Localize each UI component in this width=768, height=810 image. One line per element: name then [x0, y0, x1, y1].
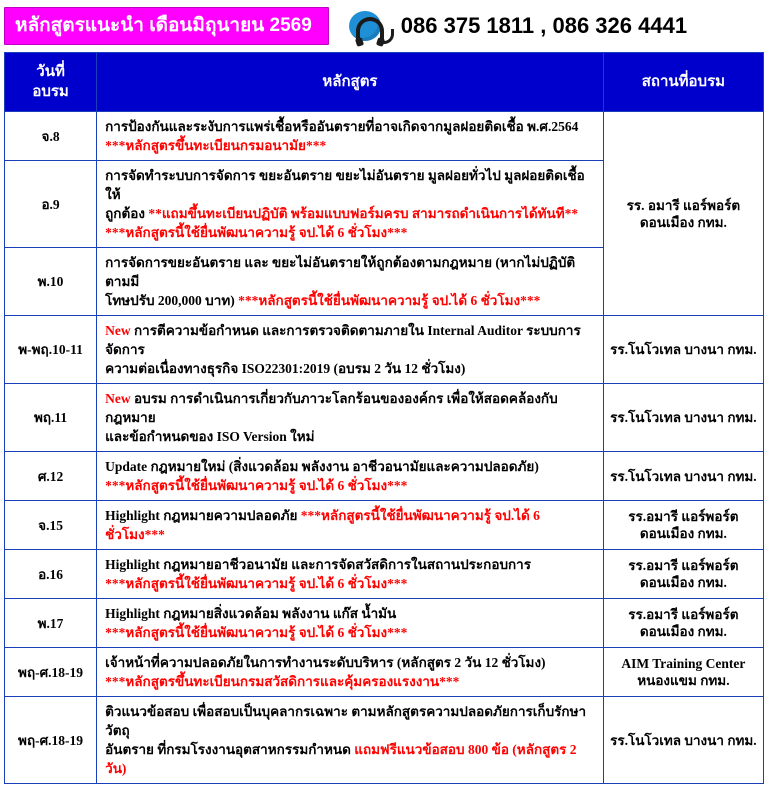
course-line: อันตราย ที่กรมโรงงานอุตสาหกรรมกำหนด แถมฟรีแนวข้อสอบ 800 ข้อ (หลักสูตร 2 วัน) [105, 742, 577, 776]
phone-numbers: 086 375 1811 , 086 326 4441 [400, 13, 688, 38]
course-line: ถูกต้อง **แถมขึ้นทะเบียนปฏิบัติ พร้อมแบบฟอร์มครบ สามารถดำเนินการได้ทันที** [105, 206, 579, 221]
cell-venue: AIM Training Center หนองแขม กทม. [603, 648, 763, 697]
course-line: Highlight กฎหมายสิ่งแวดล้อม พลังงาน แก๊ส น้ำมัน [105, 606, 397, 621]
cell-date: พฤ.11 [5, 384, 97, 452]
cell-course [97, 452, 604, 501]
course-line: Highlight กฎหมายความปลอดภัย ***หลักสูตรนี้ใช้ยื่นพัฒนาความรู้ จป.ได้ 6 ชั่วโมง*** [105, 508, 540, 542]
cell-date: พ.10 [5, 248, 97, 316]
course-line: Update กฎหมายใหม่ (สิ่งแวดล้อม พลังงาน อาชีวอนามัยและความปลอดภัย) [105, 459, 539, 474]
contact-block [347, 9, 687, 43]
page-header [0, 0, 768, 50]
cell-venue: รร.อมารี แอร์พอร์ต ดอนเมือง กทม. [603, 550, 763, 599]
page-title: หลักสูตรแนะนำ เดือนมิถุนายน 2569 [4, 7, 329, 45]
course-schedule-table [4, 52, 764, 784]
column-header-venue: สถานที่อบรม [603, 53, 763, 112]
course-line: โทษปรับ 200,000 บาท) ***หลักสูตรนี้ใช้ยื่นพัฒนาความรู้ จป.ได้ 6 ชั่วโมง*** [105, 293, 541, 308]
cell-course [97, 384, 604, 452]
cell-venue: รร.โนโวเทล บางนา กทม. [603, 384, 763, 452]
cell-course [97, 501, 604, 550]
cell-course [97, 248, 604, 316]
column-header-course: หลักสูตร [97, 53, 604, 112]
table-row [5, 501, 764, 550]
cell-venue: รร.โนโวเทล บางนา กทม. [603, 452, 763, 501]
table-row [5, 112, 764, 161]
cell-course [97, 112, 604, 161]
cell-venue: รร.โนโวเทล บางนา กทม. [603, 697, 763, 784]
course-line: ความต่อเนื่องทางธุรกิจ ISO22301:2019 (อบรม 2 วัน 12 ชั่วโมง) [105, 361, 466, 376]
course-line: Highlight กฎหมายอาชีวอนามัย และการจัดสวัสดิการในสถานประกอบการ [105, 557, 532, 572]
table-row [5, 384, 764, 452]
course-line: เจ้าหน้าที่ความปลอดภัยในการทำงานระดับบริหาร (หลักสูตร 2 วัน 12 ชั่วโมง) [105, 655, 546, 670]
course-line: การป้องกันและระงับการแพร่เชื้อหรืออันตรายที่อาจเกิดจากมูลฝอยติดเชื้อ พ.ศ.2564 [105, 119, 579, 134]
table-row [5, 550, 764, 599]
cell-venue: รร.โนโวเทล บางนา กทม. [603, 316, 763, 384]
course-line: ***หลักสูตรขึ้นทะเบียนกรมอนามัย*** [105, 138, 327, 153]
cell-date: อ.16 [5, 550, 97, 599]
cell-date: อ.9 [5, 161, 97, 248]
cell-venue: รร.อมารี แอร์พอร์ต ดอนเมือง กทม. [603, 501, 763, 550]
course-line: การจัดทำระบบการจัดการ ขยะอันตราย ขยะไม่อันตราย มูลฝอยทั่วไป มูลฝอยติดเชื้อ ให้ [105, 168, 585, 202]
course-line: ***หลักสูตรนี้ใช้ยื่นพัฒนาความรู้ จป.ได้ 6 ชั่วโมง*** [105, 576, 408, 591]
cell-course [97, 316, 604, 384]
cell-date: จ.8 [5, 112, 97, 161]
course-line: และข้อกำหนดของ ISO Version ใหม่ [105, 429, 315, 444]
cell-course [97, 161, 604, 248]
cell-course [97, 599, 604, 648]
cell-course [97, 697, 604, 784]
table-row [5, 697, 764, 784]
cell-venue: รร. อมารี แอร์พอร์ต ดอนเมือง กทม. [603, 112, 763, 316]
cell-date: ศ.12 [5, 452, 97, 501]
course-line: ***หลักสูตรนี้ใช้ยื่นพัฒนาความรู้ จป.ได้ 6 ชั่วโมง*** [105, 625, 408, 640]
cell-course [97, 648, 604, 697]
cell-date: พ-พฤ.10-11 [5, 316, 97, 384]
course-line: New อบรม การดำเนินการเกี่ยวกับภาวะโลกร้อนขององค์กร เพื่อให้สอดคล้องกับกฎหมาย [105, 391, 558, 425]
table-row [5, 316, 764, 384]
course-line: ***หลักสูตรนี้ใช้ยื่นพัฒนาความรู้ จป.ได้ 6 ชั่วโมง*** [105, 478, 408, 493]
table-row [5, 599, 764, 648]
telephone-icon [347, 9, 393, 43]
cell-course [97, 550, 604, 599]
table-body [5, 112, 764, 784]
course-line: ติวแนวข้อสอบ เพื่อสอบเป็นบุคลากรเฉพาะ ตามหลักสูตรความปลอดภัยการเก็บรักษาวัตถุ [105, 704, 587, 738]
cell-date: พฤ-ศ.18-19 [5, 648, 97, 697]
table-header-row [5, 53, 764, 112]
cell-date: จ.15 [5, 501, 97, 550]
cell-date: พ.17 [5, 599, 97, 648]
cell-date: พฤ-ศ.18-19 [5, 697, 97, 784]
table-row [5, 648, 764, 697]
cell-venue: รร.อมารี แอร์พอร์ต ดอนเมือง กทม. [603, 599, 763, 648]
course-line: New การตีความข้อกำหนด และการตรวจติดตามภายใน Internal Auditor ระบบการจัดการ [105, 323, 581, 357]
course-line: ***หลักสูตรนี้ใช้ยื่นพัฒนาความรู้ จป.ได้ 6 ชั่วโมง*** [105, 225, 408, 240]
table-row [5, 452, 764, 501]
course-line: ***หลักสูตรขึ้นทะเบียนกรมสวัสดิการและคุ้มครองแรงงาน*** [105, 674, 460, 689]
course-line: การจัดการขยะอันตราย และ ขยะไม่อันตรายให้ถูกต้องตามกฎหมาย (หากไม่ปฏิบัติตามมี [105, 255, 576, 289]
column-header-date: วันที่ อบรม [5, 53, 97, 112]
